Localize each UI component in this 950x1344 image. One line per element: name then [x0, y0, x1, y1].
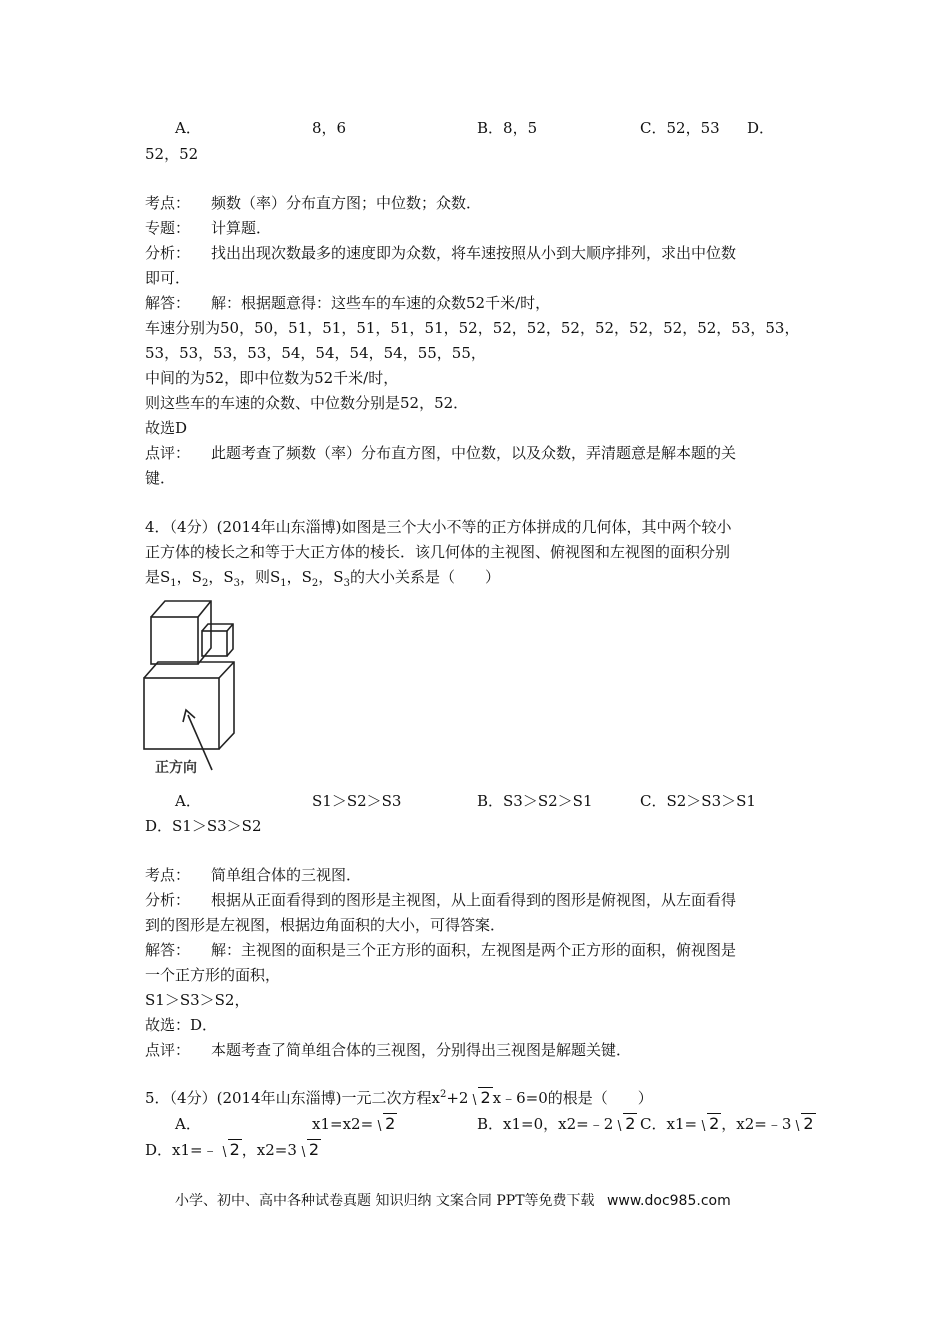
footer-text: 小学、初中、高中各种试卷真题 知识归纳 文案合同 PPT等免费下载 [175, 1193, 595, 1209]
cube-figure [138, 597, 258, 780]
q4-option-c: C．S2＞S3＞S1 [640, 792, 756, 810]
q3-option-c: C．52，53 [640, 119, 720, 137]
q3-option-a: 8，6 [312, 119, 347, 137]
q4-dianping: 点评： 本题考查了简单组合体的三视图，分别得出三视图是解题关键． [145, 1041, 632, 1059]
q4-option-d: D．S1＞S3＞S2 [145, 817, 262, 835]
q4-stem-line3: 是$S_1$，$S_2$，$S_3$，则$S_1$，$S_2$，$S_3$的大小关系是（ ） [145, 568, 500, 589]
figure-caption: 正方向 [155, 760, 197, 776]
sqrt-2: 2 [469, 1087, 492, 1109]
q5-option-a: x1=x2= 2 [312, 1114, 396, 1133]
q5-option-c: C．x1= 2 ，x2=﹣3 2 [640, 1114, 814, 1133]
q4-fenxi-cont: 到的图形是左视图，根据边角面积的大小，可得答案． [145, 916, 506, 934]
q5-option-a-label: A． [175, 1115, 201, 1133]
q4-jieda-line3: S1＞S3＞S2， [145, 991, 250, 1009]
q3-jieda: 解答： 解：根据题意得：这些车的车速的众数52千米/时， [145, 294, 551, 312]
q4-stem-line1: 4．（4分）(2014年山东淄博)如图是三个大小不等的正方体拼成的几何体，其中两个较小 [145, 518, 732, 536]
q4-stem-line2: 正方体的棱长之和等于大正方体的棱长．该几何体的主视图、俯视图和左视图的面积分别 [145, 543, 731, 561]
q4-option-a-label: A． [175, 792, 201, 810]
q4-fenxi: 分析： 根据从正面看得到的图形是主视图，从上面看得到的图形是俯视图，从左面看得 [145, 891, 737, 909]
q4-jieda-line2: 一个正方形的面积， [145, 966, 281, 984]
q4-option-a: S1＞S2＞S3 [312, 792, 402, 810]
q5-option-d: D．x1=﹣ 2 ，x2=3 2 [145, 1140, 320, 1159]
q3-dianping-cont: 键． [145, 469, 176, 487]
q5-option-b: B．x1=0，x2=﹣2 2 [477, 1114, 636, 1133]
footer [175, 1190, 731, 1210]
q3-option-d-label: D． [747, 119, 775, 137]
q3-jieda-line6: 故选D [145, 419, 188, 437]
q3-option-b: B．8，5 [477, 119, 538, 137]
q4-option-b: B．S3＞S2＞S1 [477, 792, 593, 810]
q3-jieda-line3: 53，53，53，53，54，54，54，54，55，55， [145, 344, 486, 362]
q3-fenxi-cont: 即可． [145, 269, 191, 287]
q3-jieda-line4: 中间的为52，即中位数为52千米/时， [145, 369, 399, 387]
footer-link[interactable]: www.doc985.com [606, 1193, 731, 1209]
q4-kaodian: 考点： 简单组合体的三视图． [145, 866, 362, 884]
q3-dianping: 点评： 此题考查了频数（率）分布直方图，中位数，以及众数，弄清题意是解本题的关 [145, 444, 737, 462]
q4-jieda: 解答： 解：主视图的面积是三个正方形的面积，左视图是两个正方形的面积，俯视图是 [145, 941, 737, 959]
q5-stem: 5．（4分）(2014年山东淄博)一元二次方程$x^2+2$ 2 x﹣6=0的根是（ ） [145, 1088, 653, 1107]
q3-jieda-line2: 车速分别为50，50，51，51，51，51，51，52，52，52，52，52，52，52，52，53，53， [145, 319, 800, 337]
q4-jieda-line4: 故选：D． [145, 1016, 218, 1034]
q3-zhuanti: 专题： 计算题． [145, 219, 272, 237]
q3-option-a-label: A． [175, 119, 201, 137]
q3-kaodian: 考点： 频数（率）分布直方图；中位数；众数． [145, 194, 482, 212]
q3-fenxi: 分析： 找出出现次数最多的速度即为众数，将车速按照从小到大顺序排列，求出中位数 [145, 244, 737, 262]
q3-jieda-line5: 则这些车的车速的众数、中位数分别是52，52． [145, 394, 469, 412]
q3-option-d: 52，52 [145, 145, 199, 163]
